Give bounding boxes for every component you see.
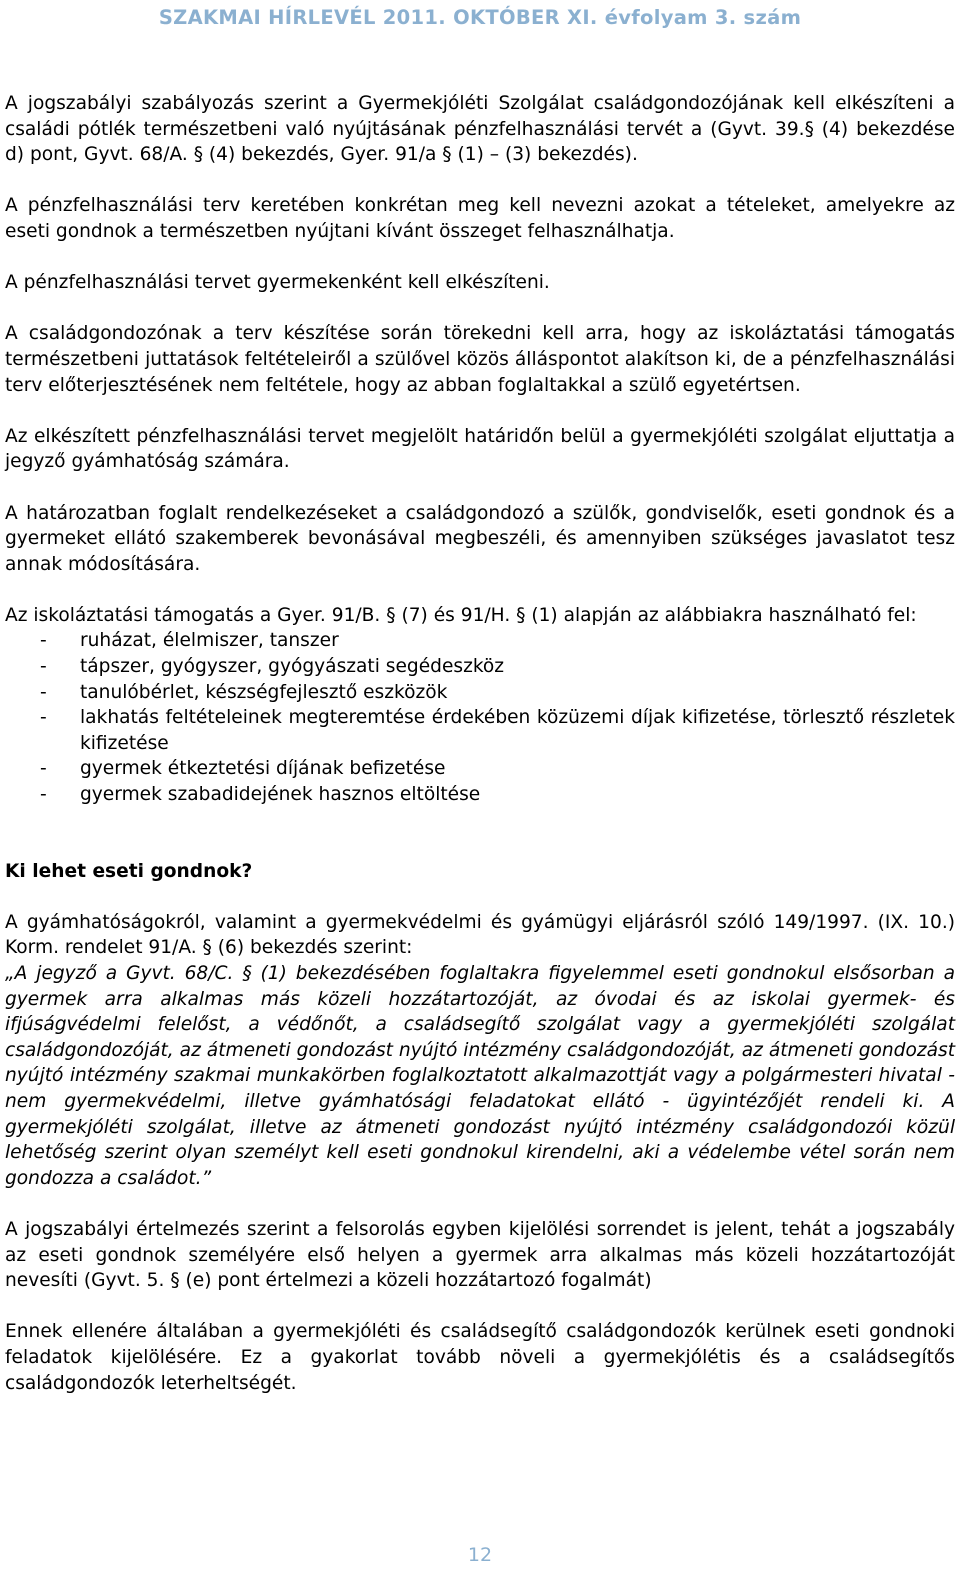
paragraph-submission: Az elkészített pénzfelhasználási tervet megjelölt határidőn belül a gyermekjóléti szolgálat eljuttatja a jegyző gyámhatóság számára. [5, 425, 955, 473]
list-dash: - [40, 784, 47, 806]
paragraph-legal-basis: A jogszabályi szabályozás szerint a Gyermekjóléti Szolgálat családgondozójának kell elkészíteni a családi pótlék természetbeni való nyújtásának pénzfelhasználási tervét a (Gyvt. 39.§ (4) bekezdése d) pont, Gyvt. 68/A. § (4) bekezdés, Gyer. 91/a § (1) – (3) bekezdés). [5, 93, 955, 166]
paragraph-plan-items: A pénzfelhasználási terv keretében konkrétan meg kell nevezni azokat a tételeket, amelyekre az eseti gondnok a természetben nyújtani kívánt összeget felhasználhatja. [5, 195, 955, 242]
list-item-text: gyermek szabadidejének hasznos eltöltése [80, 784, 481, 806]
list-item [5, 654, 955, 680]
newsletter-title: SZAKMAI HÍRLEVÉL 2011. OKTÓBER XI. évfolyam 3. szám [158, 6, 802, 29]
regulation-quote: „A jegyző a Gyvt. 68/C. § (1) bekezdésében foglaltakra figyelemmel eseti gondnokul elsősorban a gyermek arra alkalmas más közeli hozzátartozóját, az óvodai és az iskolai gyermek- és ifjúságvédelmi felelőst, a védőnőt, a családsegítő szolgálat vagy a gyermekjóléti szolgálat családgondozóját, az átmeneti gondozást nyújtó intézmény családgondozóját, az átmeneti gondozást nyújtó intézmény szakmai munkakörben foglalkoztatott alkalmazottját vagy a polgármesteri hivatal - nem gyermekvédelmi, illetve gyámhatósági feladatokat ellátó - ügyintézőjét rendeli ki. A gyermekjóléti szolgálat, illetve az átmeneti gondozást nyújtó intézmény családgondozói közül lehetőség szerint olyan személyt kell eseti gondnokul kirendelni, aki a védelembe vétel során nem gondozza a családot.” [5, 963, 955, 1189]
list-item-text: tápszer, gyógyszer, gyógyászati segédeszköz [80, 656, 505, 678]
list-item [5, 705, 955, 756]
page-number: 12 [467, 1544, 493, 1566]
list-dash: - [40, 707, 47, 729]
section-spacer [5, 808, 955, 859]
list-item-text: gyermek étkeztetési díjának befizetése [80, 758, 446, 780]
list-item [5, 782, 955, 808]
paragraph-usage-intro: Az iskoláztatási támogatás a Gyer. 91/B. § (7) és 91/H. § (1) alapján az alábbiakra használható fel: [5, 604, 917, 626]
list-item-text: lakhatás feltételeinek megteremtése érdekében közüzemi díjak kifizetése, törlesztő részletek kifizetése [80, 707, 955, 754]
paragraph-agreement: A családgondozónak a terv készítése során törekedni kell arra, hogy az iskoláztatási támogatás természetbeni juttatások feltételeiről a szülővel közös álláspontot alakítson ki, de a pénzfelhasználási terv előterjesztésének nem feltétele, hogy az abban foglaltakkal a szülő egyetértsen. [5, 323, 955, 396]
list-item [5, 756, 955, 782]
paragraph-discussion: A határozatban foglalt rendelkezéseket a családgondozó a szülők, gondviselők, eseti gondnok és a gyermeket ellátó szakemberek bevonásával megbeszéli, és amennyiben szükséges javaslatot tesz annak módosítására. [5, 502, 955, 575]
list-dash: - [40, 758, 47, 780]
paragraph-per-child: A pénzfelhasználási tervet gyermekenként kell elkészíteni. [5, 272, 550, 294]
list-item-text: ruházat, élelmiszer, tanszer [80, 630, 339, 652]
list-dash: - [40, 630, 47, 652]
section-heading: Ki lehet eseti gondnok? [5, 860, 253, 882]
list-dash: - [40, 681, 47, 703]
list-dash: - [40, 656, 47, 678]
list-item-text: tanulóbérlet, készségfejlesztő eszközök [80, 681, 448, 703]
list-item [5, 680, 955, 706]
usage-list [5, 628, 955, 807]
document-body [5, 91, 955, 1422]
newsletter-header [0, 6, 960, 36]
paragraph-practice: Ennek ellenére általában a gyermekjóléti és családsegítő családgondozók kerülnek eseti gondnoki feladatok kijelölésére. Ez a gyakorlat tovább növeli a gyermekjólétis és a családsegítős családgondozók leterheltségét. [5, 1321, 955, 1394]
paragraph-interpretation: A jogszabályi értelmezés szerint a felsorolás egyben kijelölési sorrendet is jelent, tehát a jogszabály az eseti gondnok személyére első helyen a gyermek arra alkalmas más közeli hozzátartozóját nevesíti (Gyvt. 5. § (e) pont értelmezi a közeli hozzátartozó fogalmát) [5, 1218, 955, 1292]
list-item [5, 628, 955, 654]
paragraph-regulation-intro: A gyámhatóságokról, valamint a gyermekvédelmi és gyámügyi eljárásról szóló 149/1997. (IX. 10.) Korm. rendelet 91/A. § (6) bekezdés szerint: [5, 911, 955, 959]
